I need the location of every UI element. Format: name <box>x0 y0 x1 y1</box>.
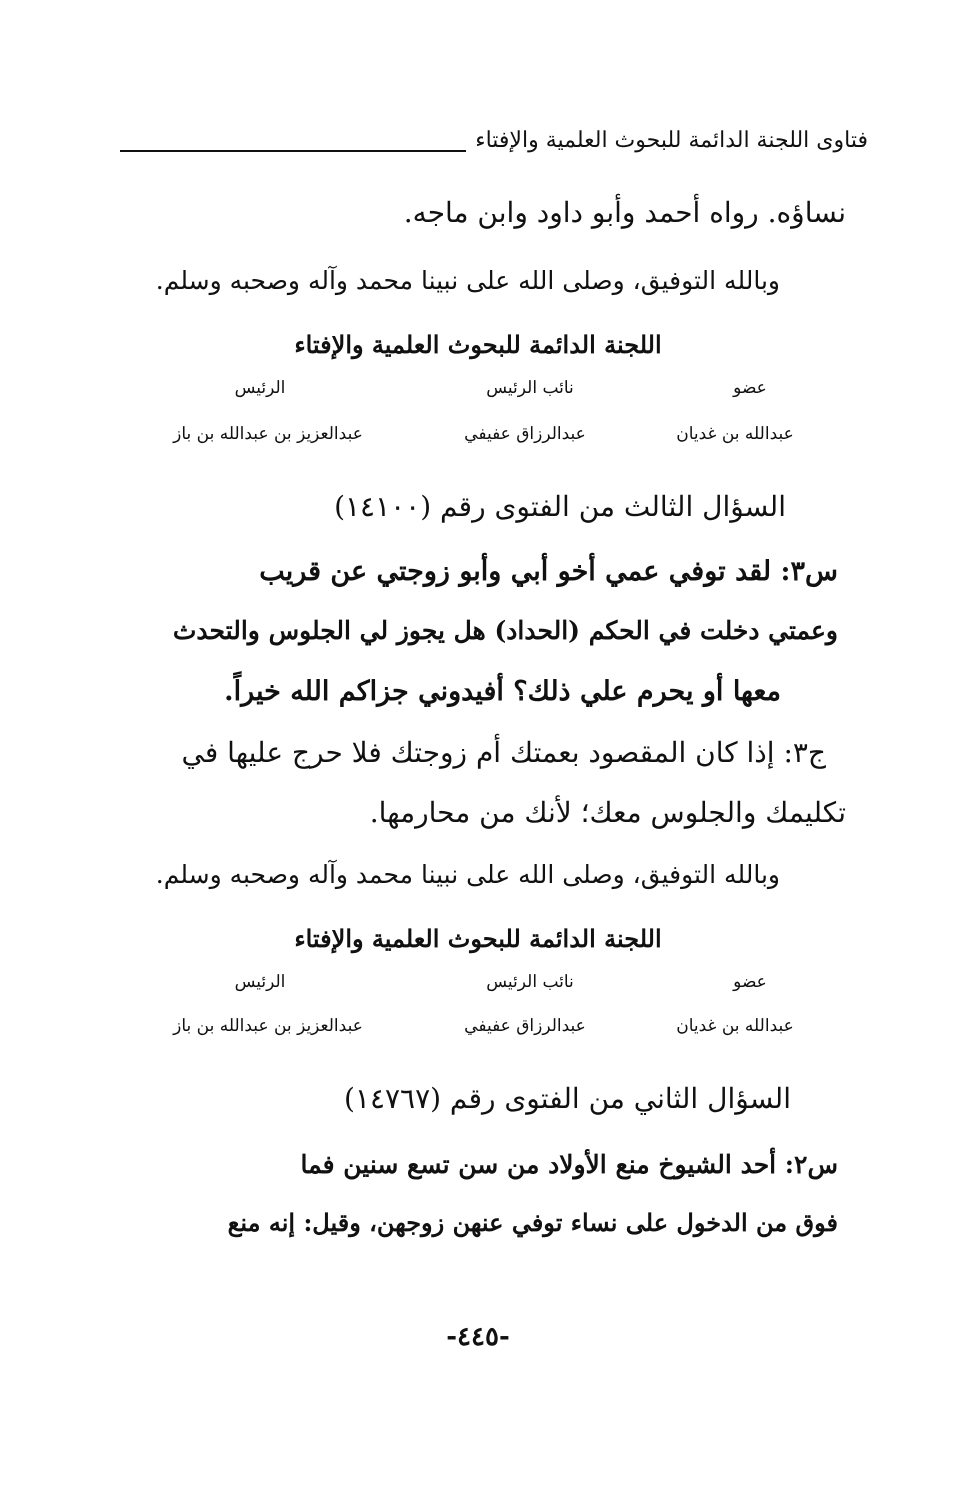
chair-name: عبدالعزيز بن عبدالله بن باز <box>173 1016 363 1036</box>
answer-line: ج٣: إذا كان المقصود بعمتك أم زوجتك فلا حرج عليها في <box>181 736 826 769</box>
running-header <box>120 128 868 164</box>
hadith-source-line: نساؤه. رواه أحمد وأبو داود وابن ماجه. <box>403 196 846 229</box>
chair-role: الرئيس <box>234 972 286 992</box>
page-number: -٤٤٥- <box>446 1322 510 1352</box>
header-rule <box>120 150 466 152</box>
chair-role: الرئيس <box>234 378 286 398</box>
header-title: فتاوى اللجنة الدائمة للبحوث العلمية والإفتاء <box>475 128 868 153</box>
deputy-role: نائب الرئيس <box>486 378 574 398</box>
deputy-name: عبدالرزاق عفيفي <box>464 1016 586 1036</box>
member-role: عضو <box>733 972 767 992</box>
closing-line: وبالله التوفيق، وصلى الله على نبينا محمد وآله وصحبه وسلم. <box>155 266 780 295</box>
question-heading: السؤال الثالث من الفتوى رقم (١٤١٠٠) <box>334 490 786 523</box>
member-role: عضو <box>733 378 767 398</box>
question-line: س٢: أحد الشيوخ منع الأولاد من سن تسع سنين فما <box>300 1150 838 1179</box>
question-heading: السؤال الثاني من الفتوى رقم (١٤٧٦٧) <box>343 1082 791 1115</box>
question-line: س٣: لقد توفي عمي أخو أبي وأبو زوجتي عن قريب <box>259 556 838 587</box>
question-line: وعمتي دخلت في الحكم (الحداد) هل يجوز لي الجلوس والتحدث <box>172 616 838 645</box>
deputy-role: نائب الرئيس <box>486 972 574 992</box>
committee-title: اللجنة الدائمة للبحوث العلمية والإفتاء <box>294 330 662 359</box>
deputy-name: عبدالرزاق عفيفي <box>464 424 586 444</box>
closing-line: وبالله التوفيق، وصلى الله على نبينا محمد وآله وصحبه وسلم. <box>155 860 780 889</box>
answer-line: تكليمك والجلوس معك؛ لأنك من محارمها. <box>369 796 846 829</box>
committee-title: اللجنة الدائمة للبحوث العلمية والإفتاء <box>294 924 662 953</box>
question-line: فوق من الدخول على نساء توفي عنهن زوجهن، وقيل: إنه منع <box>227 1208 838 1237</box>
chair-name: عبدالعزيز بن عبدالله بن باز <box>173 424 363 444</box>
member-name: عبدالله بن غديان <box>676 424 794 444</box>
member-name: عبدالله بن غديان <box>676 1016 794 1036</box>
question-line: معها أو يحرم علي ذلك؟ أفيدوني جزاكم الله خيراً. <box>224 676 781 707</box>
